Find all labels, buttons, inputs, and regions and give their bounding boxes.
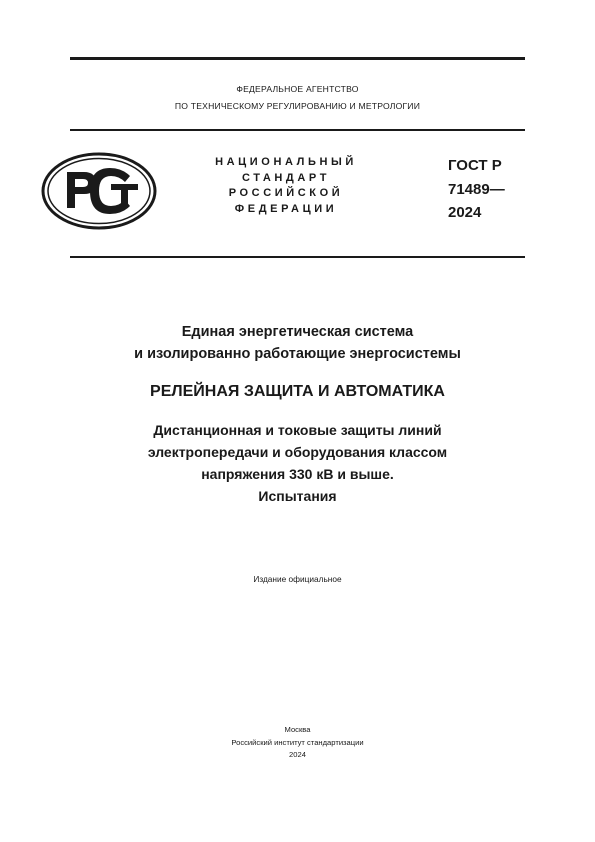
standard-type-line1: НАЦИОНАЛЬНЫЙ xyxy=(215,156,357,168)
publisher-imprint xyxy=(0,724,595,762)
subtitle-line2: и изолированно работающие энергосистемы xyxy=(134,346,461,362)
title-rule xyxy=(70,256,525,258)
designation-line2: 71489— xyxy=(448,180,505,198)
document-main-title: РЕЛЕЙНАЯ ЗАЩИТА И АВТОМАТИКА xyxy=(150,383,445,400)
rst-certification-mark-icon xyxy=(40,151,158,231)
standard-type-line3: РОССИЙСКОЙ xyxy=(228,187,344,199)
subtitle-line1: Единая энергетическая система xyxy=(181,324,414,340)
header-rule xyxy=(70,129,525,131)
imprint-publisher: Российский институт стандартизации xyxy=(231,737,364,747)
document-description xyxy=(40,419,555,507)
imprint-year: 2024 xyxy=(289,750,306,759)
description-line3: напряжения 330 кВ и выше. xyxy=(201,466,394,482)
designation-line3: 2024 xyxy=(448,204,482,221)
description-line1: Дистанционная и токовые защиты линий xyxy=(153,422,442,438)
top-rule xyxy=(70,57,525,60)
official-edition-label: Издание официальное xyxy=(253,574,342,584)
description-line2: электропередачи и оборудования классом xyxy=(147,444,448,460)
agency-name-line2: ПО ТЕХНИЧЕСКОМУ РЕГУЛИРОВАНИЮ И МЕТРОЛОГИИ xyxy=(174,101,421,111)
agency-name-line1: ФЕДЕРАЛЬНОЕ АГЕНТСТВО xyxy=(236,84,359,94)
standard-type xyxy=(196,155,376,217)
description-line4: Испытания xyxy=(258,488,337,504)
designation-line1: ГОСТ Р xyxy=(448,157,502,174)
standard-type-line4: ФЕДЕРАЦИИ xyxy=(234,202,338,215)
document-subtitle xyxy=(40,321,555,365)
standard-type-line2: СТАНДАРТ xyxy=(241,171,331,184)
standard-designation xyxy=(448,154,505,225)
imprint-city: Москва xyxy=(284,725,311,734)
